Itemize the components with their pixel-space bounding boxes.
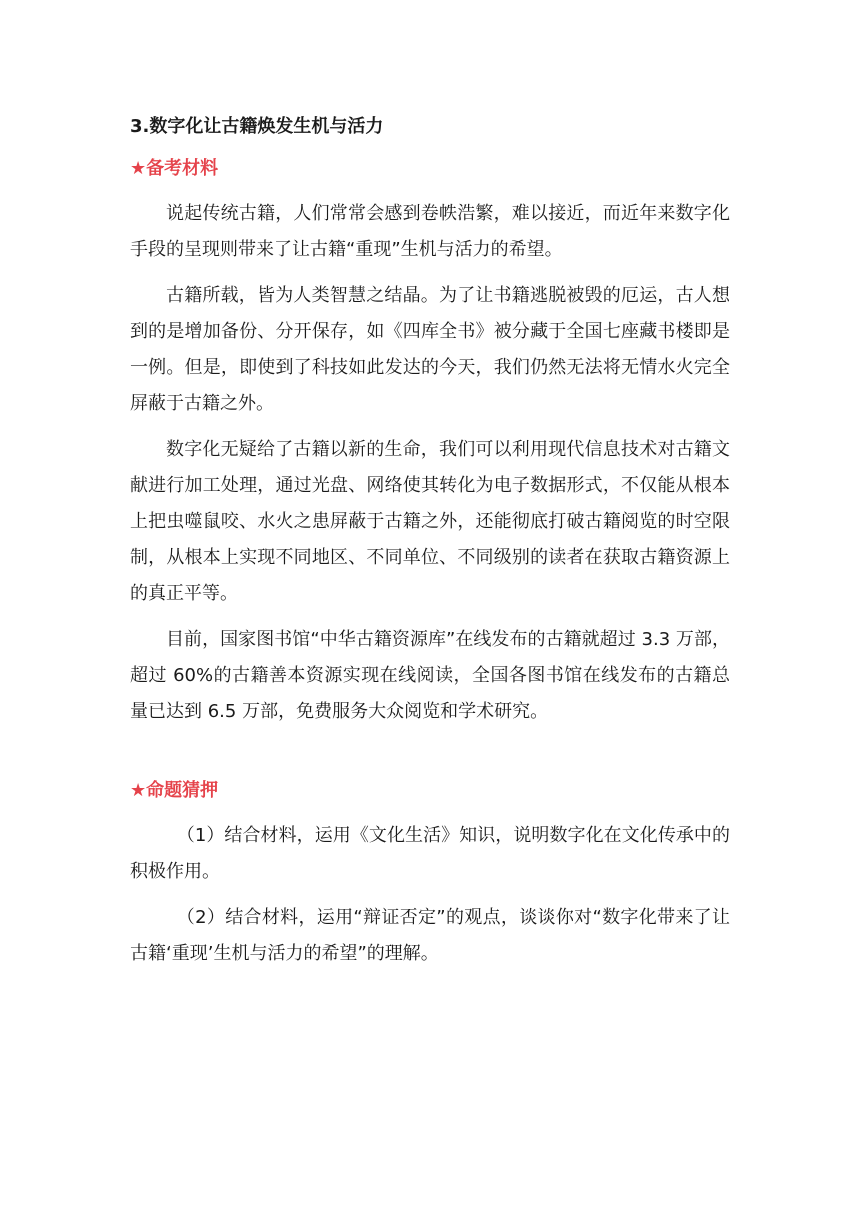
material-heading-label: 备考材料	[146, 158, 219, 179]
star-icon: ★	[130, 158, 147, 179]
material-paragraph-1: 说起传统古籍，人们常常会感到卷帙浩繁，难以接近，而近年来数字化手段的呈现则带来了让古籍“重现”生机与活力的希望。	[130, 203, 730, 260]
material-heading	[130, 154, 730, 184]
material-paragraph-2: 古籍所载，皆为人类智慧之结晶。为了让书籍逃脱被毁的厄运，古人想到的是增加备份、分开保存，如《四库全书》被分藏于全国七座藏书楼即是一例。但是，即使到了科技如此发达的今天，我们仍然无法将无情水火完全屏蔽于古籍之外。	[130, 285, 730, 414]
document-page	[130, 112, 730, 982]
article-title: 3.数字化让古籍焕发生机与活力	[130, 116, 384, 137]
section-spacer	[130, 740, 730, 776]
question-heading-label: 命题猜押	[146, 780, 219, 801]
question-2: （2）结合材料，运用“辩证否定”的观点，谈谈你对“数字化带来了让古籍‘重现’生机与活力的希望”的理解。	[130, 907, 730, 964]
material-paragraph-4: 目前，国家图书馆“中华古籍资源库”在线发布的古籍就超过 3.3 万部，超过 60%的古籍善本资源实现在线阅读，全国各图书馆在线发布的古籍总量已达到 6.5 万部，免费服务大众阅览和学术研究。	[130, 629, 730, 722]
question-heading	[130, 776, 730, 806]
star-icon: ★	[130, 780, 147, 801]
question-1: （1）结合材料，运用《文化生活》知识，说明数字化在文化传承中的积极作用。	[130, 825, 730, 882]
material-paragraph-3: 数字化无疑给了古籍以新的生命，我们可以利用现代信息技术对古籍文献进行加工处理，通过光盘、网络使其转化为电子数据形式，不仅能从根本上把虫噬鼠咬、水火之患屏蔽于古籍之外，还能彻底打破古籍阅览的时空限制，从根本上实现不同地区、不同单位、不同级别的读者在获取古籍资源上的真正平等。	[130, 439, 730, 604]
